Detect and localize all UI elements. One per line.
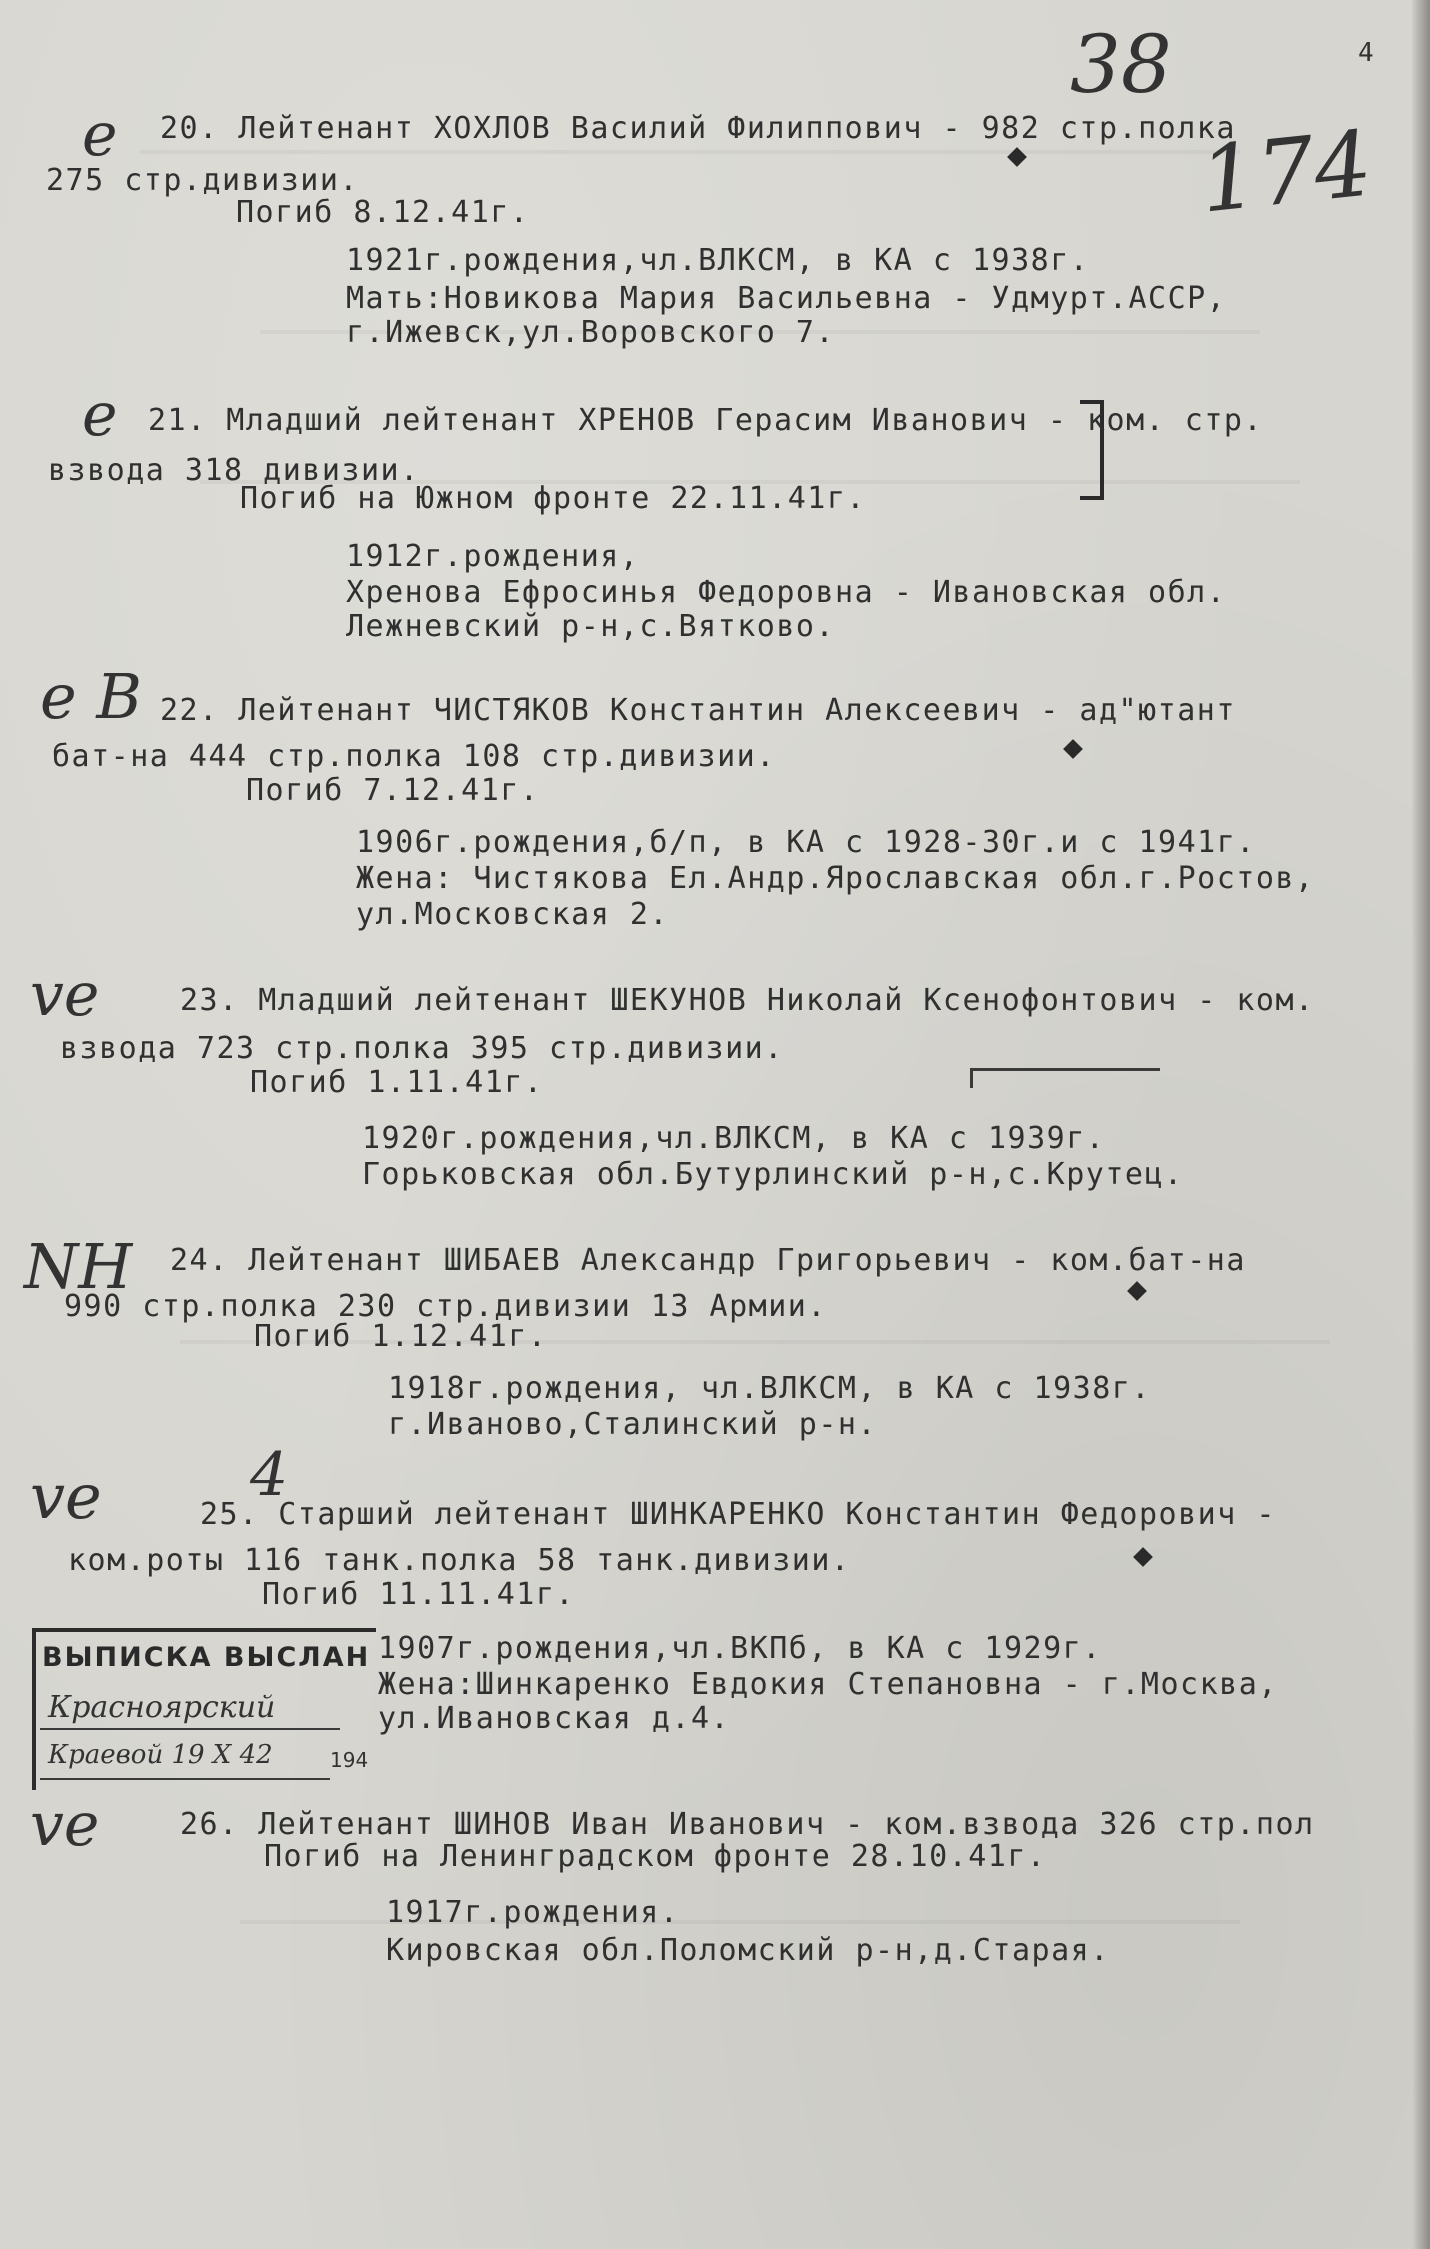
entry-22-line-4: 1906г.рождения,б/п, в КА с 1928-30г.и с 1941г. — [356, 825, 1256, 860]
entry-20-line-6: г.Ижевск,ул.Воровского 7. — [346, 315, 836, 350]
entry-21-line-6: Лежневский р-н,с.Вятково. — [346, 609, 836, 644]
entry-25-line-3: Погиб 11.11.41г. — [262, 1577, 575, 1612]
entry-26-line-1: 26. Лейтенант ШИНОВ Иван Иванович - ком.взвода 326 стр.пол — [180, 1807, 1315, 1842]
entry-26-line-4: Кировская обл.Поломский р-н,д.Старая. — [386, 1933, 1110, 1968]
underline-stroke — [970, 1068, 1160, 1071]
entry-21-line-3: Погиб на Южном фронте 22.11.41г. — [240, 481, 866, 516]
entry-25-line-6: ул.Ивановская д.4. — [378, 1701, 731, 1736]
margin-mark-20: е — [82, 100, 118, 170]
entry-20-line-2: 275 стр.дивизии. — [46, 163, 359, 198]
stamp-rule-2 — [40, 1778, 330, 1780]
margin-mark-23: ve — [30, 960, 100, 1030]
entry-21-line-4: 1912г.рождения, — [346, 539, 640, 574]
stamp-title: ВЫПИСКА ВЫСЛАН — [42, 1642, 371, 1673]
stamp-handwritten-line-2: Краевой 19 X 42 — [48, 1740, 273, 1770]
entry-21-line-5: Хренова Ефросинья Федоровна - Ивановская обл. — [346, 575, 1227, 610]
entry-24-line-2: 990 стр.полка 230 стр.дивизии 13 Армии. — [64, 1289, 827, 1324]
entry-22-line-6: ул.Московская 2. — [356, 897, 669, 932]
entry-22-line-5: Жена: Чистякова Ел.Андр.Ярославская обл.г.Ростов, — [356, 861, 1315, 896]
bracket-mark-bottom — [1080, 496, 1104, 500]
page-number: 4 — [1358, 38, 1374, 68]
margin-mark-26: ve — [30, 1790, 100, 1860]
entry-23-line-4: 1920г.рождения,чл.ВЛКСМ, в КА с 1939г. — [362, 1121, 1106, 1156]
margin-mark-25: ve — [30, 1460, 102, 1533]
entry-23-line-2: взвода 723 стр.полка 395 стр.дивизии. — [60, 1031, 784, 1066]
entry-20-line-3: Погиб 8.12.41г. — [236, 195, 530, 230]
entry-20-line-4: 1921г.рождения,чл.ВЛКСМ, в КА с 1938г. — [346, 243, 1090, 278]
margin-mark-22: е В — [40, 660, 142, 733]
entry-21-line-1: 21. Младший лейтенант ХРЕНОВ Герасим Иванович - ком. стр. — [148, 403, 1264, 438]
bleed-through-band — [140, 150, 1240, 154]
entry-24-line-1: 24. Лейтенант ШИБАЕВ Александр Григорьевич - ком.бат-на — [170, 1243, 1246, 1278]
page-edge-shadow — [1412, 0, 1430, 2249]
entry-22-line-3: Погиб 7.12.41г. — [246, 773, 540, 808]
margin-mark-24: NH — [24, 1230, 133, 1303]
entry-22-line-2: бат-на 444 стр.полка 108 стр.дивизии. — [52, 739, 776, 774]
handwritten-tally-number: 174 — [1194, 111, 1377, 234]
entry-20-line-1: 20. Лейтенант ХОХЛОВ Василий Филиппович - 982 стр.полка — [160, 111, 1236, 146]
margin-mark-21: е — [82, 380, 118, 450]
stamp-rule-1 — [40, 1728, 340, 1730]
entry-21-line-2: взвода 318 дивизии. — [48, 453, 420, 488]
entry-20-line-5: Мать:Новикова Мария Васильевна - Удмурт.АССР, — [346, 281, 1227, 316]
entry-25-line-5: Жена:Шинкаренко Евдокия Степановна - г.Москва, — [378, 1667, 1278, 1702]
entry-25-line-4: 1907г.рождения,чл.ВКПб, в КА с 1929г. — [378, 1631, 1102, 1666]
entry-24-line-4: 1918г.рождения, чл.ВЛКСМ, в КА с 1938г. — [388, 1371, 1151, 1406]
underline-stroke-tick — [970, 1068, 973, 1088]
entry-24-line-3: Погиб 1.12.41г. — [254, 1319, 548, 1354]
stamp-year-suffix: 194 — [330, 1748, 369, 1772]
entry-26-line-3: 1917г.рождения. — [386, 1895, 680, 1930]
margin-mark-25-overwrite: 4 — [250, 1440, 289, 1510]
entry-23-line-5: Горьковская обл.Бутурлинский р-н,с.Крутец. — [362, 1157, 1184, 1192]
entry-23-line-3: Погиб 1.11.41г. — [250, 1065, 544, 1100]
entry-25-line-1: 25. Старший лейтенант ШИНКАРЕНКО Константин Федорович - — [200, 1497, 1276, 1532]
entry-24-line-5: г.Иваново,Сталинский р-н. — [388, 1407, 878, 1442]
entry-25-line-2: ком.роты 116 танк.полка 58 танк.дивизии. — [68, 1543, 851, 1578]
handwritten-sheet-number: 38 — [1070, 18, 1172, 111]
entry-23-line-1: 23. Младший лейтенант ШЕКУНОВ Николай Ксенофонтович - ком. — [180, 983, 1315, 1018]
entry-26-line-2: Погиб на Ленинградском фронте 28.10.41г. — [264, 1839, 1047, 1874]
entry-22-line-1: 22. Лейтенант ЧИСТЯКОВ Константин Алексеевич - ад"ютант — [160, 693, 1236, 728]
stamp-handwritten-line-1: Красноярский — [48, 1690, 276, 1725]
